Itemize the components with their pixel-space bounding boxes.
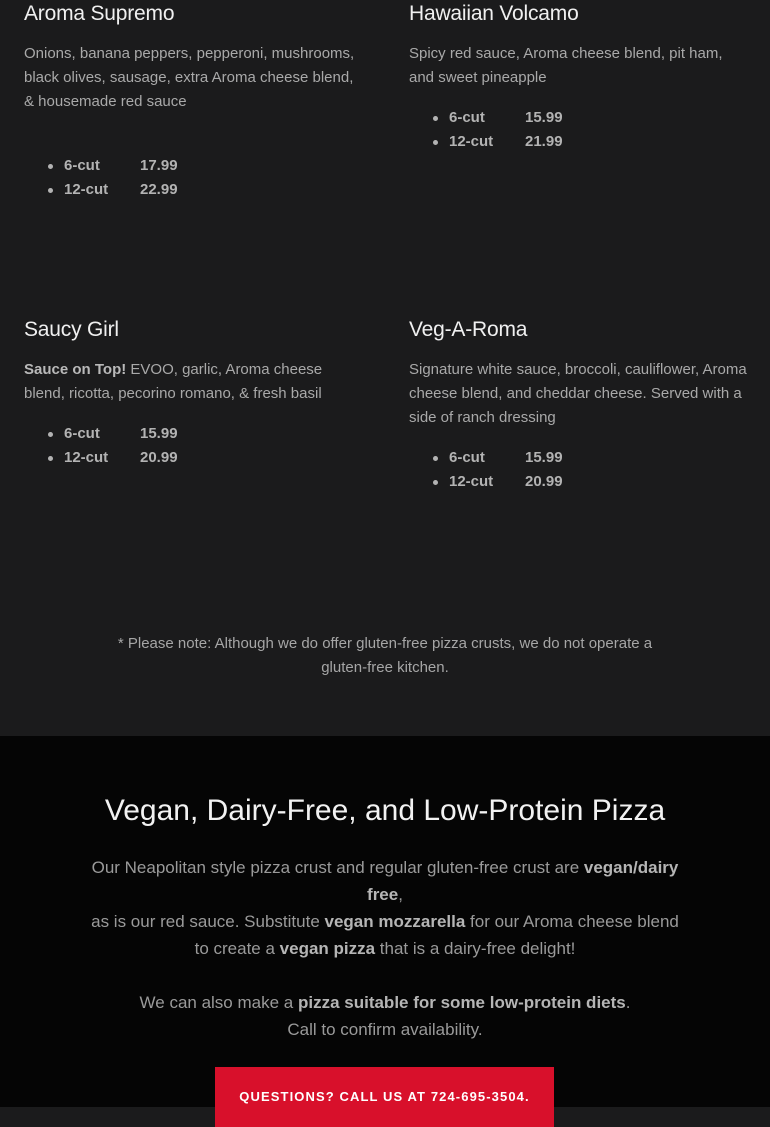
text-span: ,	[398, 885, 403, 904]
size-label: 6-cut	[64, 157, 100, 174]
menu-item-description: Signature white sauce, broccoli, cauliflower, Aroma cheese blend, and cheddar cheese. Served with a side of ranch dressing	[409, 361, 747, 426]
size-label: 12-cut	[64, 181, 109, 198]
price-row	[48, 446, 364, 470]
menu-item-saucy-girl	[24, 316, 364, 470]
menu-item-title: Saucy Girl	[24, 318, 119, 341]
low-protein-paragraph	[85, 989, 685, 1043]
text-highlight: vegan pizza	[279, 939, 376, 958]
text-highlight: pizza suitable for some low-protein diets	[297, 993, 626, 1012]
price-row	[433, 130, 749, 154]
text-span: as is our red sauce. Substitute	[91, 912, 325, 931]
price-value: 17.99	[140, 157, 178, 174]
menu-item-description: Onions, banana peppers, pepperoni, mushrooms, black olives, sausage, extra Aroma cheese blend, & housemade red sauce	[24, 45, 355, 110]
size-label: 12-cut	[449, 473, 494, 490]
price-row	[433, 446, 749, 470]
description-text: EVOO, garlic, Aroma cheese blend, ricotta, pecorino romano, & fresh basil	[24, 361, 323, 402]
gluten-free-note: * Please note: Although we do offer gluten-free pizza crusts, we do not operate a gluten-free kitchen.	[117, 635, 653, 676]
price-list	[48, 422, 364, 470]
vegan-section	[0, 736, 770, 1107]
price-list	[48, 154, 364, 202]
text-span: We can also make a	[139, 993, 298, 1012]
text-span: Call to confirm availability.	[287, 1020, 483, 1039]
price-value: 22.99	[140, 181, 178, 198]
price-list	[433, 446, 749, 494]
menu-item-veg-a-roma	[409, 316, 749, 494]
price-value: 20.99	[140, 449, 178, 466]
price-row	[48, 178, 364, 202]
price-value: 20.99	[525, 473, 563, 490]
vegan-section-text	[85, 854, 685, 1043]
call-us-button[interactable]: QUESTIONS? CALL US AT 724-695-3504.	[215, 1067, 554, 1127]
price-value: 15.99	[140, 425, 178, 442]
menu-item-title: Veg-A-Roma	[409, 318, 528, 341]
vegan-section-title: Vegan, Dairy-Free, and Low-Protein Pizza	[104, 794, 666, 827]
price-row	[433, 470, 749, 494]
menu-item-title: Aroma Supremo	[24, 2, 175, 25]
text-span: .	[625, 993, 631, 1012]
price-row	[48, 154, 364, 178]
size-label: 6-cut	[449, 449, 485, 466]
size-label: 12-cut	[64, 449, 109, 466]
price-value: 15.99	[525, 449, 563, 466]
price-list	[433, 106, 749, 154]
text-highlight: vegan mozzarella	[324, 912, 466, 931]
price-value: 21.99	[525, 133, 563, 150]
menu-item-description	[24, 358, 364, 406]
vegan-paragraph	[85, 854, 685, 962]
size-label: 6-cut	[64, 425, 100, 442]
price-row	[433, 106, 749, 130]
text-span: for our Aroma cheese blend to create a	[194, 912, 679, 958]
size-label: 12-cut	[449, 133, 494, 150]
menu-item-description: Spicy red sauce, Aroma cheese blend, pit ham, and sweet pineapple	[409, 45, 723, 86]
text-highlight: vegan/dairy free	[367, 858, 679, 904]
description-highlight: Sauce on Top!	[24, 361, 127, 378]
menu-item-title: Hawaiian Volcamo	[409, 2, 579, 25]
text-span: Our Neapolitan style pizza crust and regular gluten-free crust are	[91, 858, 584, 877]
size-label: 6-cut	[449, 109, 485, 126]
menu-item-hawaiian-volcamo	[409, 0, 749, 154]
menu-item-aroma-supremo	[24, 0, 364, 202]
text-span: that is a dairy-free delight!	[375, 939, 576, 958]
price-value: 15.99	[525, 109, 563, 126]
price-row	[48, 422, 364, 446]
